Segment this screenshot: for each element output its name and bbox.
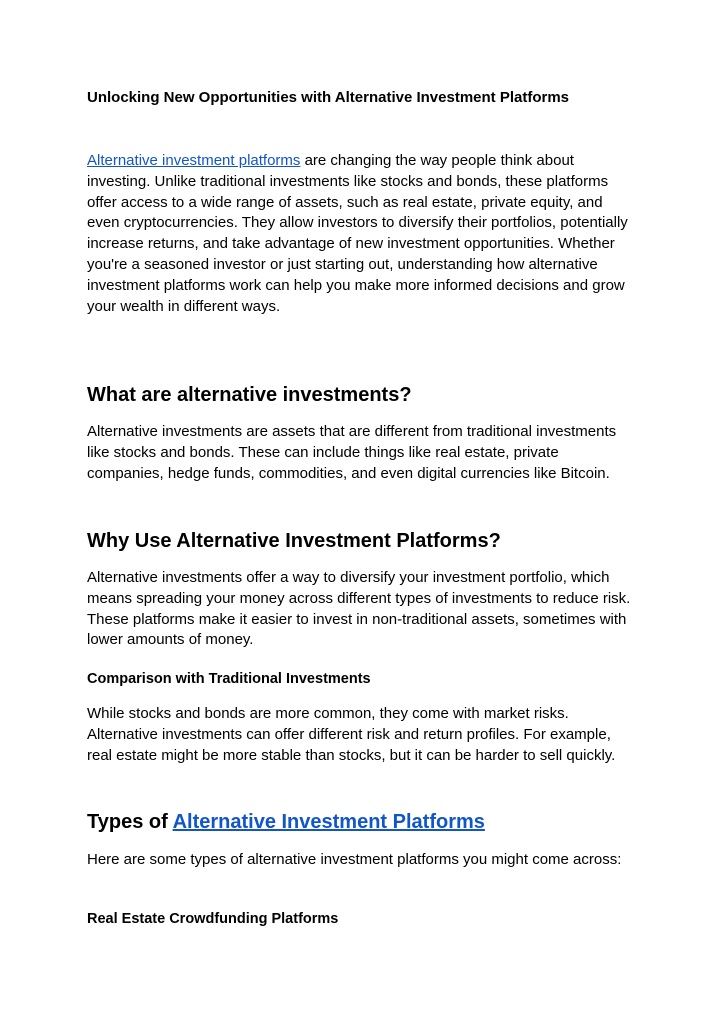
types-heading-prefix: Types of bbox=[87, 811, 173, 833]
intro-paragraph bbox=[87, 151, 637, 317]
alternative-investment-platforms-link[interactable]: Alternative investment platforms bbox=[87, 152, 301, 169]
section-heading-why-use: Why Use Alternative Investment Platforms? bbox=[87, 530, 501, 552]
subsection-heading-real-estate: Real Estate Crowdfunding Platforms bbox=[87, 911, 339, 927]
subsection-comparison-body: While stocks and bonds are more common, they come with market risks. Alternative investments can offer different risk and return profiles. For example, real estate might be more stable than stocks, but it can be harder to sell quickly. bbox=[87, 705, 616, 764]
intro-text: are changing the way people think about investing. Unlike traditional investments like stocks and bonds, these platforms offer access to a wide range of assets, such as real estate, private equity, and even cryptocurrencies. They allow investors to diversify their portfolios, potentially increase returns, and take advantage of new investment opportunities. Whether you're a seasoned investor or just starting out, understanding how alternative investment platforms work can help you make more informed decisions and grow your wealth in different ways. bbox=[87, 152, 628, 315]
alternative-investment-platforms-heading-link[interactable]: Alternative Investment Platforms bbox=[172, 811, 485, 833]
section-heading-what-are: What are alternative investments? bbox=[87, 384, 412, 406]
document-title: Unlocking New Opportunities with Alternative Investment Platforms bbox=[87, 89, 570, 106]
section-heading-types bbox=[87, 809, 485, 835]
section-what-are-body: Alternative investments are assets that are different from traditional investments like stocks and bonds. These can include things like real estate, private companies, hedge funds, commodities, and even digital currencies like Bitcoin. bbox=[87, 423, 617, 482]
subsection-heading-comparison: Comparison with Traditional Investments bbox=[87, 671, 371, 687]
section-types-body: Here are some types of alternative investment platforms you might come across: bbox=[87, 851, 622, 868]
section-why-use-body: Alternative investments offer a way to diversify your investment portfolio, which means spreading your money across different types of investments to reduce risk. These platforms make it easier to invest in non-traditional assets, sometimes with lower amounts of money. bbox=[87, 569, 631, 649]
